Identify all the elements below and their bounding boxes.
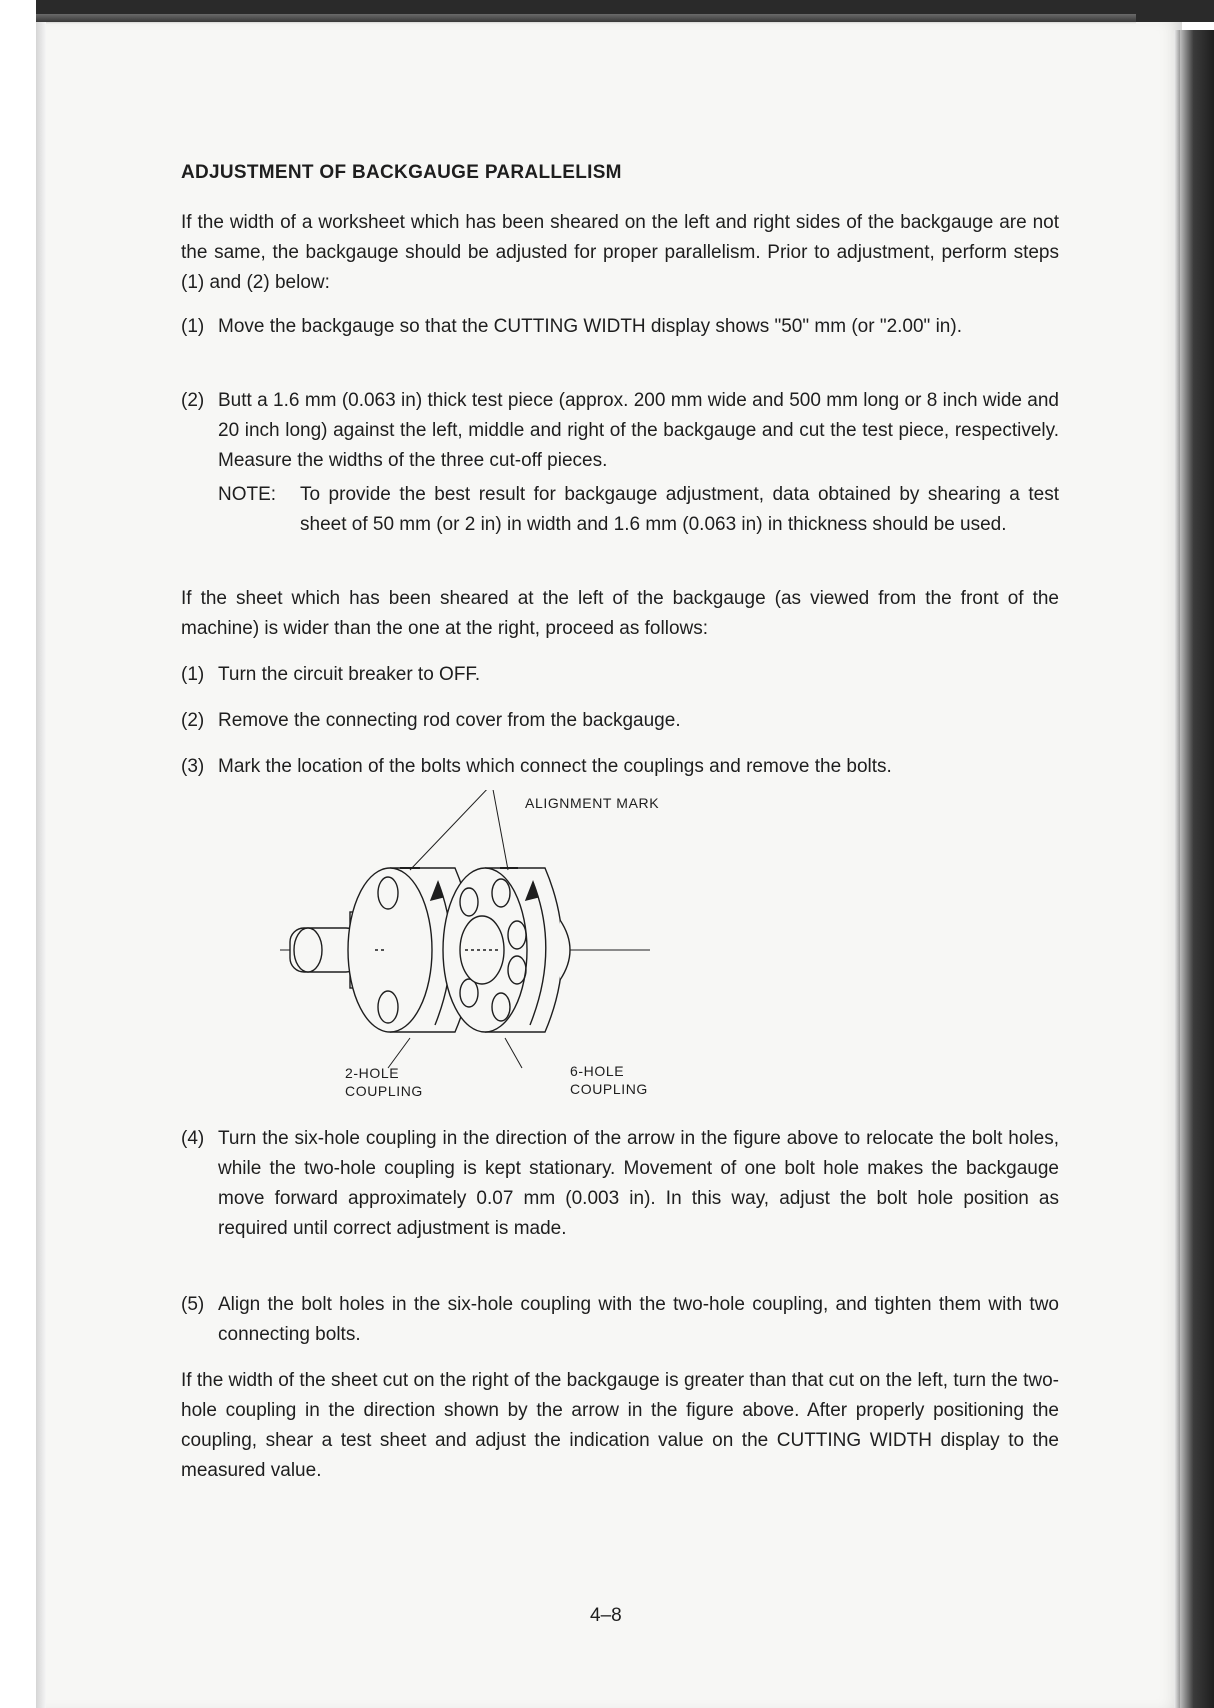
step-1	[181, 660, 1059, 690]
prep-step-2-text: Butt a 1.6 mm (0.063 in) thick test piece (approx. 200 mm wide and 500 mm long or 8 inch wide and 20 inch long) against the left, middle and right of the backgauge and cut the test piece, respectively. Measure the widths of the three cut-off pieces.	[218, 390, 1059, 471]
two-hole-label-line2: COUPLING	[345, 1083, 423, 1099]
step-4-number: (4)	[181, 1128, 205, 1149]
two-hole-label-line1: 2-HOLE	[345, 1065, 400, 1081]
note-block	[218, 480, 1059, 540]
prep-step-1	[181, 312, 1059, 342]
section-heading: ADJUSTMENT OF BACKGAUGE PARALLELISM	[181, 162, 622, 183]
left-shaft-end	[294, 928, 322, 972]
step-2-number: (2)	[181, 710, 205, 731]
coupling-figure	[260, 790, 720, 1110]
intro-paragraph: If the width of a worksheet which has been sheared on the left and right sides of the backgauge are not the same, the backgauge should be adjusted for proper parallelism. Prior to adjustment, perform steps (1) and (2) below:	[181, 212, 1059, 293]
prep-step-1-text: Move the backgauge so that the CUTTING WIDTH display shows "50" mm (or "2.00" in).	[218, 316, 962, 337]
page-number: 4–8	[590, 1605, 622, 1626]
step-1-text: Turn the circuit breaker to OFF.	[218, 664, 481, 685]
step-3-number: (3)	[181, 756, 205, 777]
note-label: NOTE:	[218, 484, 277, 505]
scan-left-edge	[36, 22, 46, 1708]
six-hole-label-line2: COUPLING	[570, 1081, 648, 1097]
prep-step-2	[181, 386, 1059, 476]
alignment-leader-left	[410, 790, 492, 870]
step-3-text: Mark the location of the bolts which connect the couplings and remove the bolts.	[218, 756, 892, 777]
step-4	[181, 1124, 1059, 1244]
step-5	[181, 1290, 1059, 1350]
step-4-text: Turn the six-hole coupling in the direction of the arrow in the figure above to relocate the bolt holes, while the two-hole coupling is kept stationary. Movement of one bolt hole makes the backgauge move forward approximately 0.07 mm (0.003 in). In this way, adjust the bolt hole position as required until correct adjustment is made.	[218, 1128, 1059, 1239]
alignment-leader-right	[492, 790, 508, 870]
two-hole-flange	[348, 868, 432, 1032]
six-hole-label-line1: 6-HOLE	[570, 1063, 625, 1079]
alignment-mark-label: ALIGNMENT MARK	[525, 795, 660, 811]
step-5-number: (5)	[181, 1294, 205, 1315]
step-2-text: Remove the connecting rod cover from the backgauge.	[218, 710, 681, 731]
note-text: To provide the best result for backgauge adjustment, data obtained by shearing a test sheet of 50 mm (or 2 in) in width and 1.6 mm (0.063 in) in thickness should be used.	[300, 484, 1059, 535]
step-5-text: Align the bolt holes in the six-hole coupling with the two-hole coupling, and tighten them with two connecting bolts.	[218, 1294, 1059, 1345]
scan-top-shadow	[36, 14, 1136, 24]
scan-binding-shadow	[1180, 30, 1214, 1708]
six-hole-leader	[505, 1038, 522, 1068]
prep-step-2-number: (2)	[181, 390, 205, 411]
step-3	[181, 752, 1059, 782]
prep-step-1-number: (1)	[181, 316, 205, 337]
right-shaft-end	[560, 920, 570, 980]
coupling-diagram	[260, 790, 720, 1110]
step-2	[181, 706, 1059, 736]
condition-left-paragraph: If the sheet which has been sheared at the left of the backgauge (as viewed from the front of the machine) is wider than the one at the right, proceed as follows:	[181, 588, 1059, 639]
step-1-number: (1)	[181, 664, 205, 685]
condition-right-paragraph: If the width of the sheet cut on the right of the backgauge is greater than that cut on the left, turn the two-hole coupling in the direction shown by the arrow in the figure above. After properly positioning the coupling, shear a test sheet and adjust the indication value on the CUTTING WIDTH display to the measured value.	[181, 1370, 1059, 1481]
